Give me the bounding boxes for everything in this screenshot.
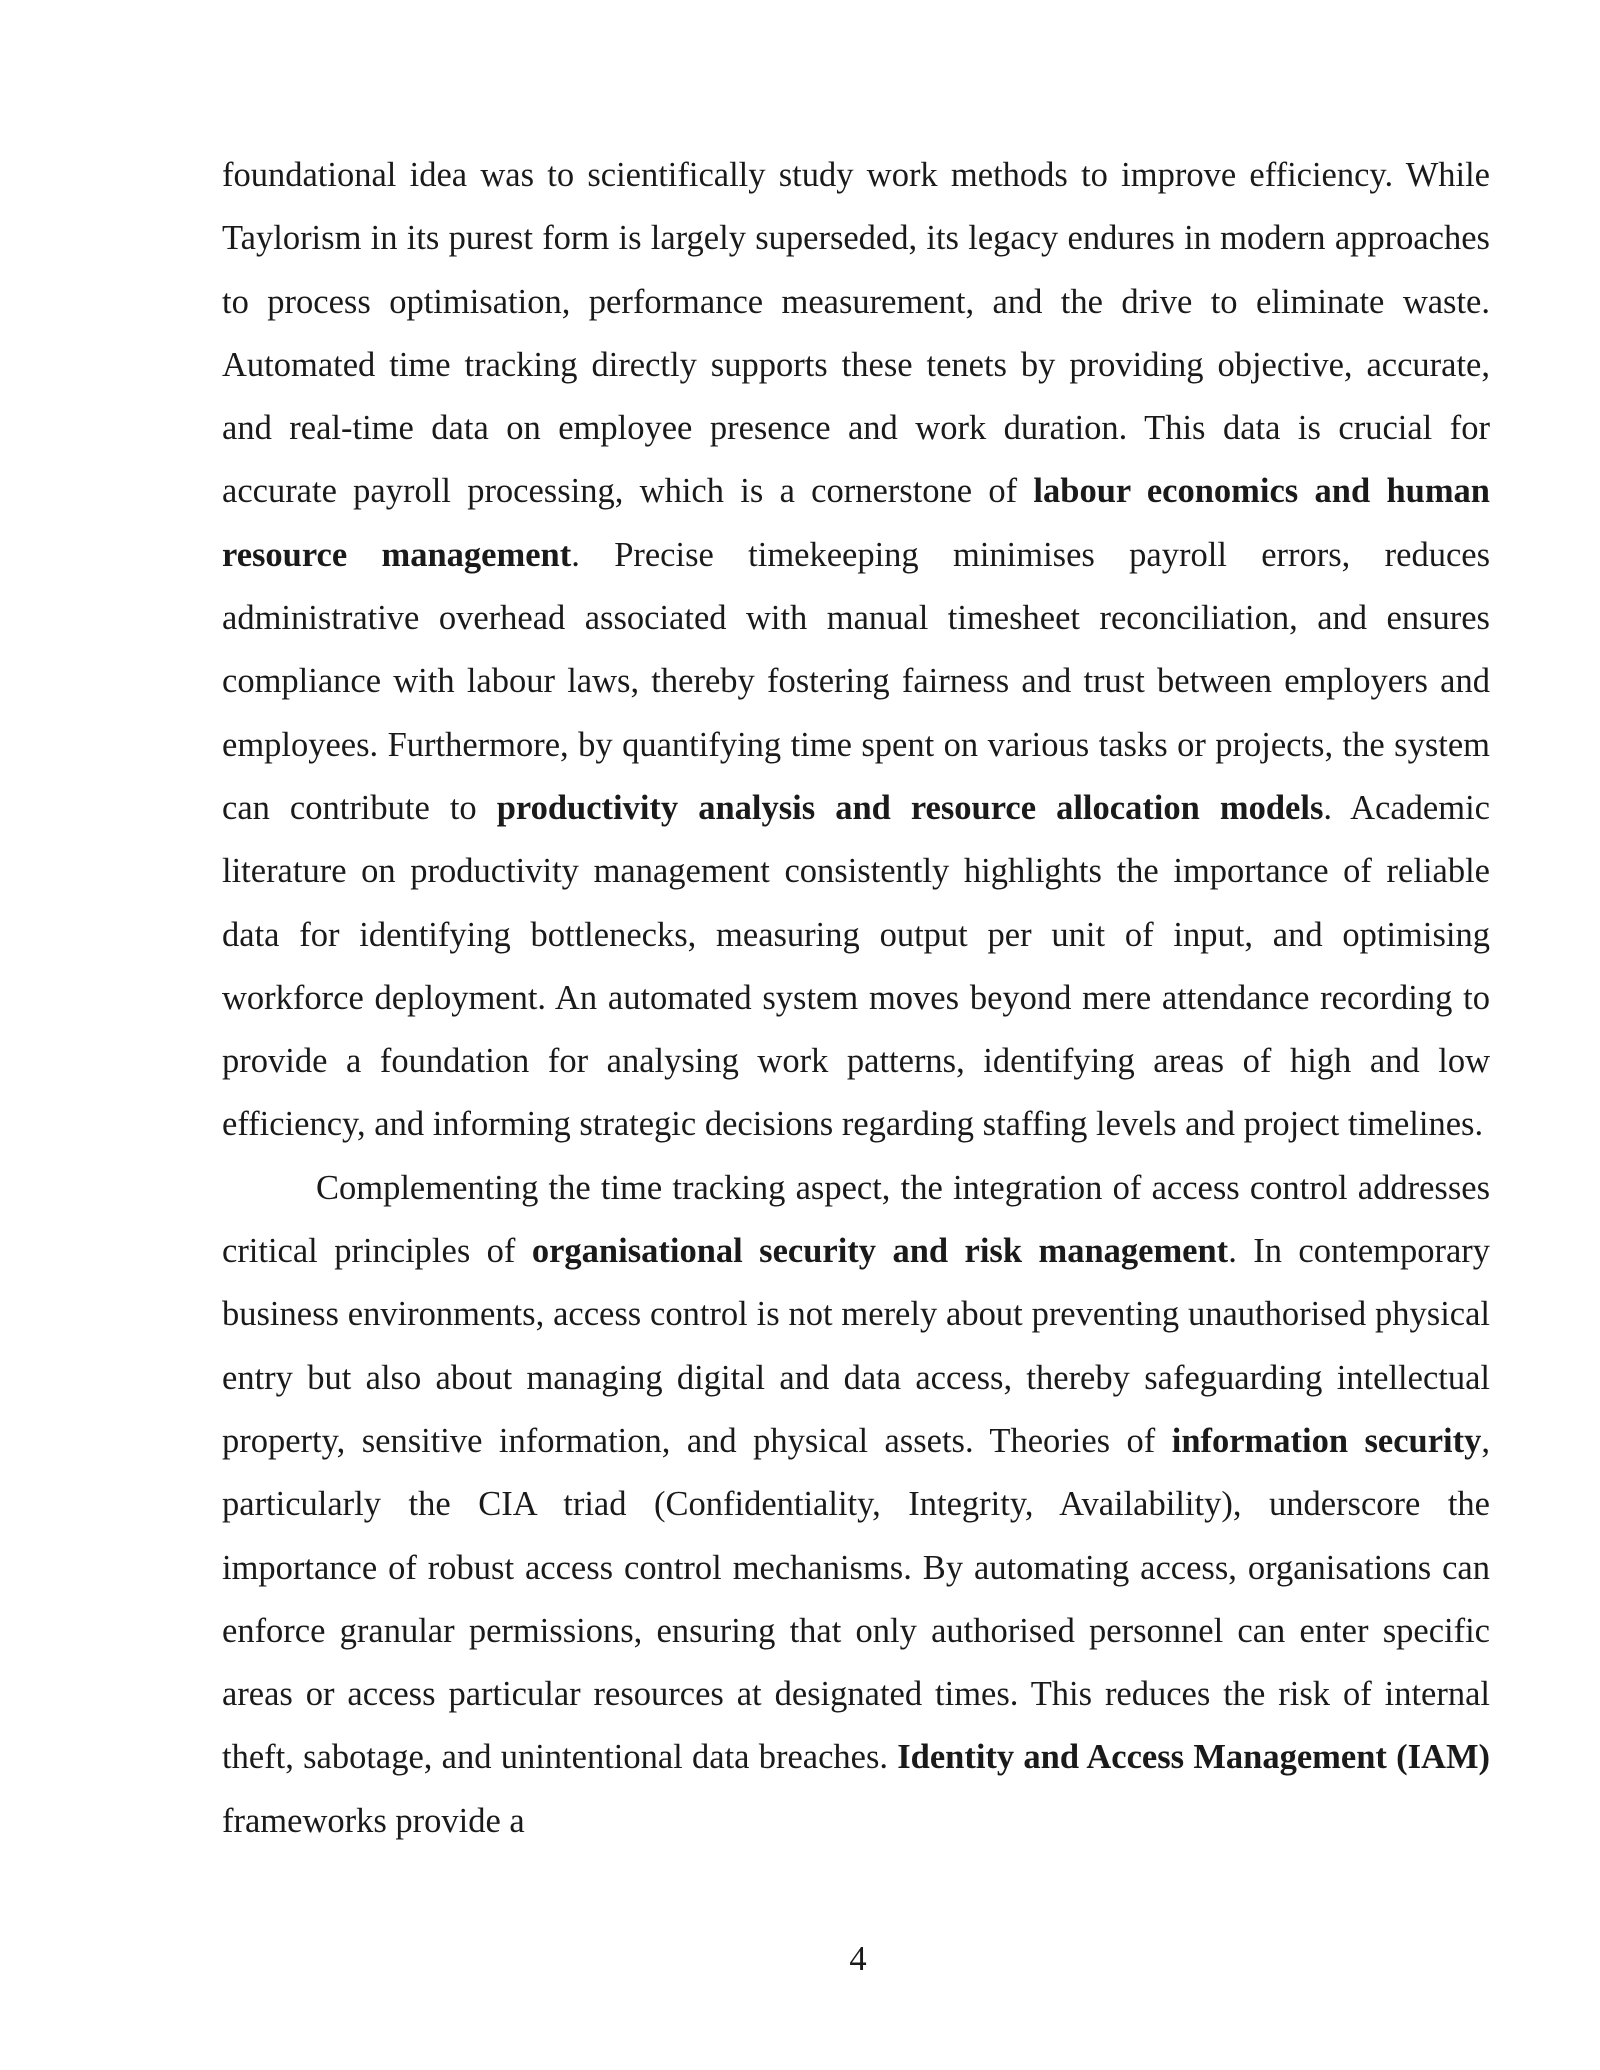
text-segment: . Precise timekeeping minimises payroll errors, reduces administrative overhead associated with manual timesheet reconciliation, and ensures compliance with labour laws, thereby fostering fairness and trust between employers and employees. Furthermore, by quantifying time spent on various tasks or projects, the system can contribute to bbox=[222, 535, 1490, 827]
text-segment: foundational idea was to scientifically study work methods to improve efficiency. While Taylorism in its purest form is largely superseded, its legacy endures in modern approaches to process optimisation, performance measurement, and the drive to eliminate waste. Automated time tracking directly supports these tenets by providing objective, accurate, and real-time data on employee presence and work duration. This data is crucial for accurate payroll processing, which is a cornerstone of bbox=[222, 156, 1490, 511]
bold-term-iam: Identity and Access Management (IAM) bbox=[897, 1738, 1490, 1777]
text-segment: frameworks provide a bbox=[222, 1801, 525, 1840]
bold-term-labour-economics: labour economics and human resource management bbox=[222, 472, 1490, 574]
text-segment: Complementing the time tracking aspect, the integration of access control addresses critical principles of bbox=[222, 1168, 1490, 1271]
paragraph-taylorism-time-tracking bbox=[222, 144, 1490, 1157]
page-number: 4 bbox=[849, 1940, 867, 1978]
text-segment: . In contemporary business environments, access control is not merely about preventing unauthorised physical entry but also about managing digital and data access, thereby safeguarding intellectual property, sensitive information, and physical assets. Theories of bbox=[222, 1232, 1491, 1460]
bold-term-productivity-analysis: productivity analysis and resource allocation models bbox=[496, 788, 1324, 827]
paragraph-access-control bbox=[222, 1157, 1490, 1853]
bold-term-information-security: information security bbox=[1171, 1421, 1482, 1460]
text-segment: , particularly the CIA triad (Confidentiality, Integrity, Availability), underscore the importance of robust access control mechanisms. By automating access, organisations can enforce granular permissions, ensuring that only authorised personnel can enter specific areas or access particular resources at designated times. This reduces the risk of internal theft, sabotage, and unintentional data breaches. bbox=[222, 1421, 1490, 1777]
bold-term-organisational-security: organisational security and risk management bbox=[531, 1232, 1229, 1271]
document-body bbox=[222, 144, 1490, 1853]
text-segment: . Academic literature on productivity management consistently highlights the importance of reliable data for identifying bottlenecks, measuring output per unit of input, and optimising workforce deployment. An automated system moves beyond mere attendance recording to provide a foundation for analysing work patterns, identifying areas of high and low efficiency, and informing strategic decisions regarding staffing levels and project timelines. bbox=[222, 788, 1490, 1144]
